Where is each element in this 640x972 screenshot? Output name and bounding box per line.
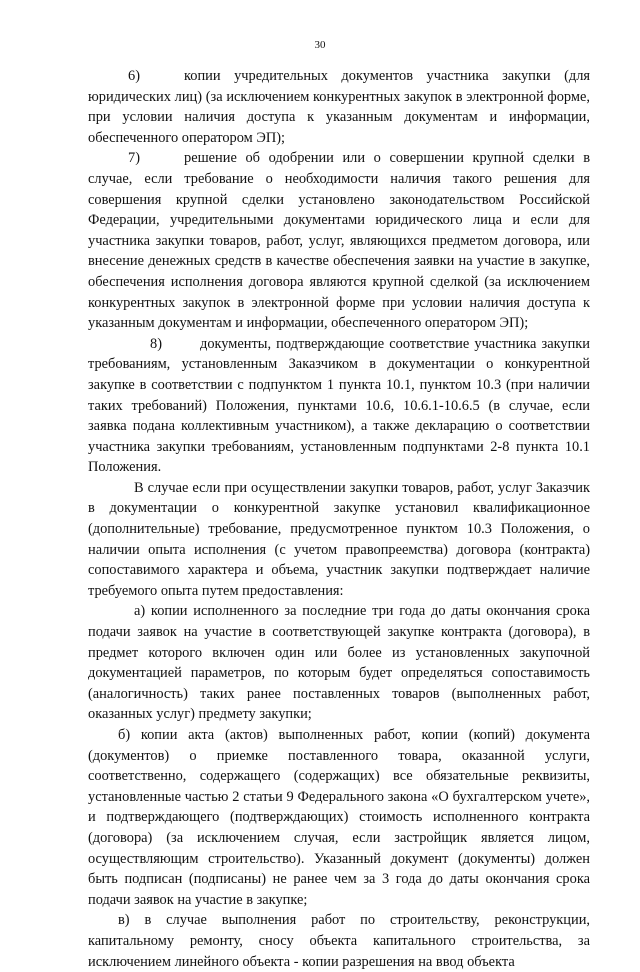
list-item-6	[88, 66, 590, 148]
list-item-text: копии учредительных документов участника закупки (для юридических лиц) (за исключением конкурентных закупок в электронной форме, при условии наличия доступа к указанным документам и информации, обеспеченного оператором ЭП);	[88, 68, 590, 146]
list-item-number: 7)	[128, 150, 140, 167]
list-item-number: 6)	[128, 68, 140, 84]
list-item-text: решение об одобрении или о совершении крупной сделки в случае, если требование о необходимости наличия такого решения для совершения крупной сделки установлено законодательством Российской Федерации, учредительными документами юридического лица и если для участника закупки товаров, работ, услуг, являющихся предметом договора, или внесение денежных средств в качестве обеспечения заявки на участие в закупке, обеспечения исполнения договора являются крупной сделкой (за исключением конкурентных закупок в электронной форме при условии наличия доступа к указанным документам и информации, обеспеченного оператором ЭП);	[88, 150, 590, 332]
sub-item-b: б) копии акта (актов) выполненных работ, копии (копий) документа (документов) о приемке поставленного товара, оказанной услуги, соответственно, содержащего (содержащих) все обязательные реквизиты, установленные частью 2 статьи 9 Федерального закона «О бухгалтерском учете», и подтверждающего (подтверждающих) стоимость исполненного контракта (договора) (за исключением случая, если застройщик является лицом, осуществляющим строительство). Указанный документ (документы) должен быть подписан (подписаны) не ранее чем за 3 года до даты окончания срока подачи заявок на участие в закупке;	[88, 727, 590, 908]
sub-item-c: в) в случае выполнения работ по строительству, реконструкции, капитальному ремонту, сносу объекта капитального строительства, за исключением линейного объекта - копии разрешения на ввод объекта	[88, 912, 590, 970]
list-item-text: документы, подтверждающие соответствие участника закупки требованиям, установленным Заказчиком в документации о конкурентной закупке в соответствии с подпунктом 1 пункта 10.1, пунктом 10.3 (при наличии таких требований) Положения, пунктами 10.6, 10.6.1-10.6.5 (в случае, если заявка подана коллективным участником), а также декларацию о соответствии участника закупки требованиям, установленным подпунктами 2-8 пункта 10.1 Положения.	[88, 335, 590, 476]
list-item-8	[88, 334, 590, 478]
list-item-number: 8)	[150, 335, 162, 352]
sub-item-a: а) копии исполненного за последние три года до даты окончания срока подачи заявок на участие в соответствующей закупке контракта (договора), в предмет которого включен один или более из установленных закупочной документацией параметров, по которым будет определяться сопоставимость (аналогичность) таких ранее поставленных товаров (выполненных работ, оказанных услуг) предмету закупки;	[88, 603, 590, 723]
page-number: 30	[314, 39, 326, 51]
paragraph-main: В случае если при осуществлении закупки товаров, работ, услуг Заказчик в документации о конкурентной закупке установил квалификационное (дополнительные) требование, предусмотренное пунктом 10.3 Положения, о наличии опыта исполнения (с учетом правопреемства) договора (контракта) сопоставимого характера и объема, участник закупки подтверждает наличие требуемого опыта путем предоставления:	[88, 479, 590, 599]
document-body	[88, 66, 590, 972]
list-item-7	[88, 148, 590, 333]
